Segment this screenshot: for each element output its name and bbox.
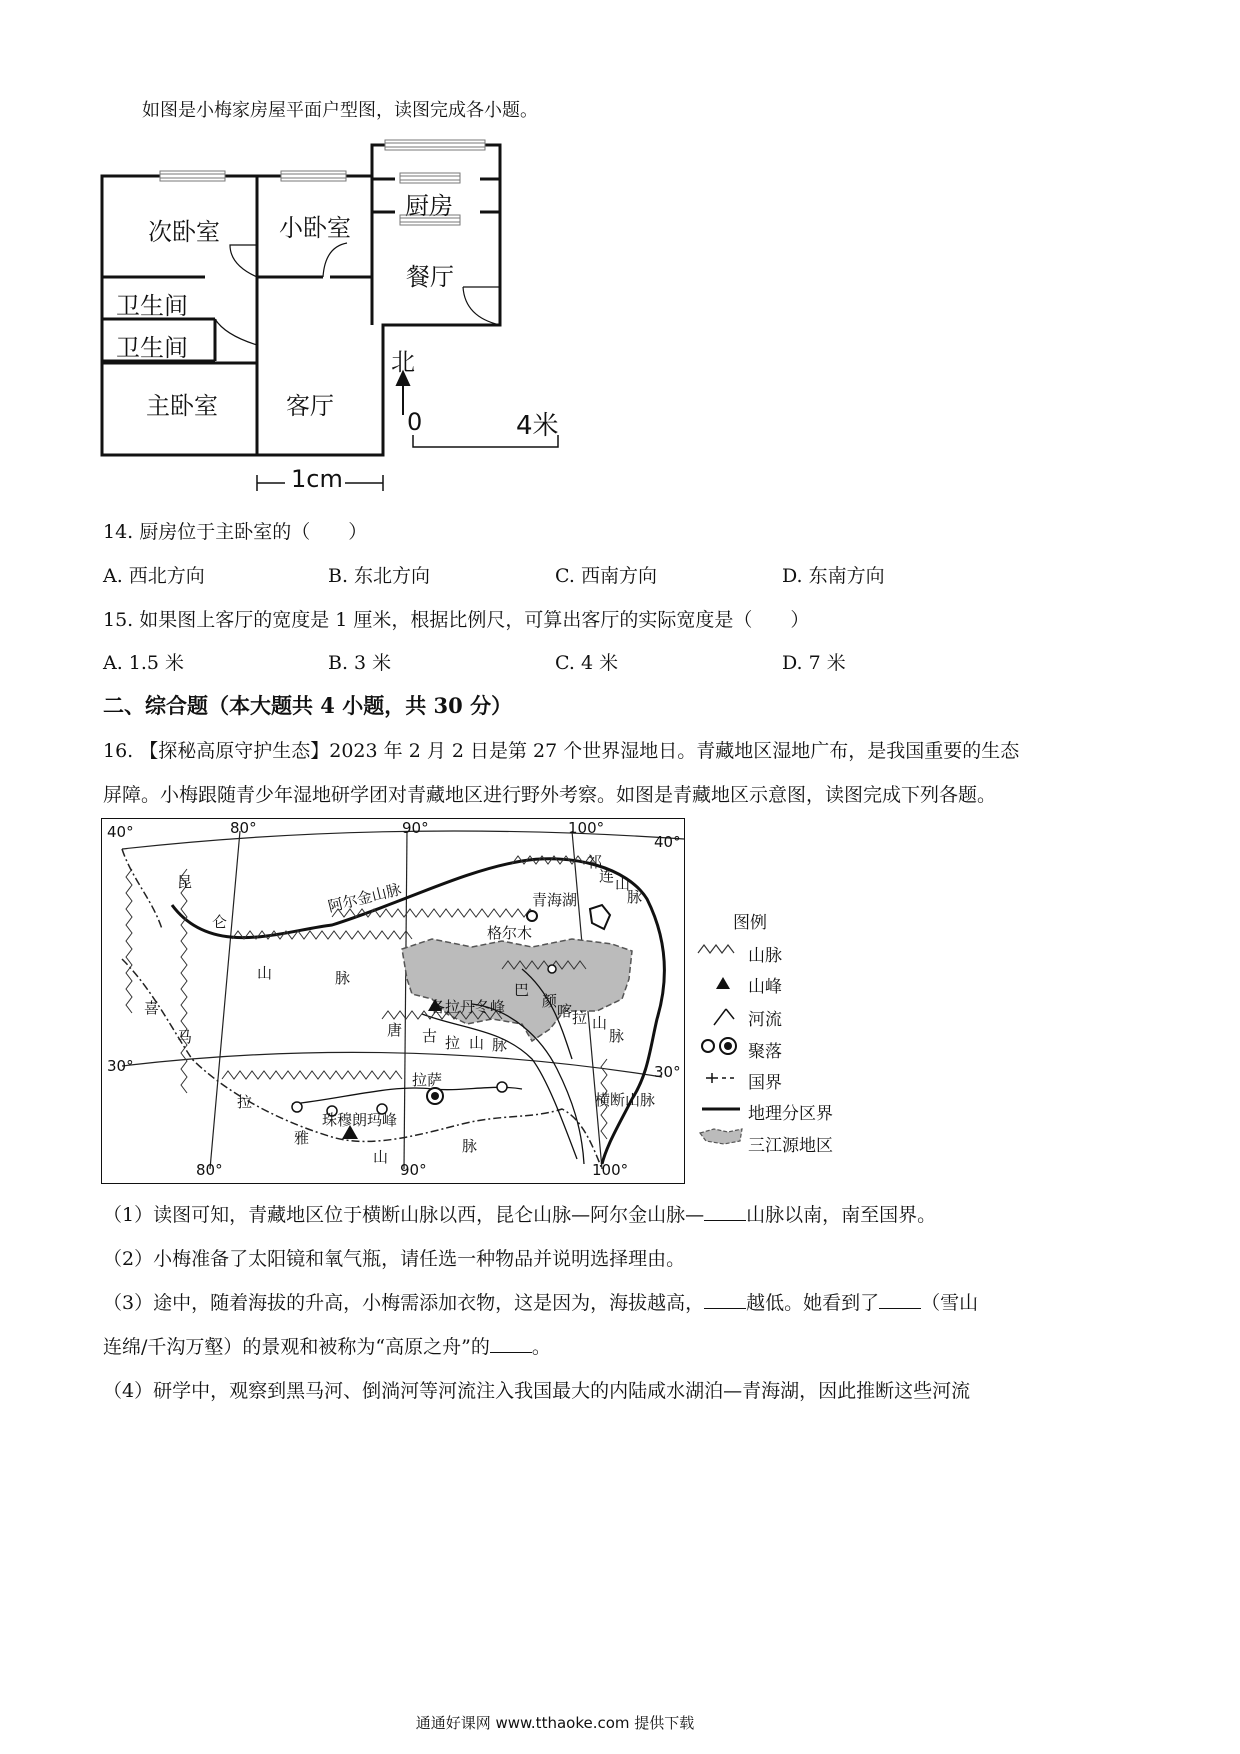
label-ka: 喀 <box>557 1002 573 1020</box>
q16-line-2: 屏障。小梅跟随青少年湿地研学团对青藏地区进行野外考察。如图是青藏地区示意图，读图完成下列各题。 <box>103 784 997 806</box>
q16-sub1-text-b: 山脉以南，南至国界。 <box>746 1204 937 1226</box>
label-qi: 祁 <box>587 853 603 871</box>
label-yan: 颜 <box>542 992 558 1010</box>
label-gu: 古 <box>422 1027 438 1045</box>
label-qinghai-lake: 青海湖 <box>532 891 578 909</box>
q16-sub3-blank-2[interactable] <box>879 1307 921 1309</box>
label-bayan-la: 拉 <box>572 1009 588 1027</box>
q15-option-a[interactable]: A. 1.5 米 <box>103 652 185 674</box>
q16-line-1: 16. 【探秘高原守护生态】2023 年 2 月 2 日是第 27 个世界湿地日。青藏地区湿地广布，是我国重要的生态 <box>103 740 1020 762</box>
q16-sub3-cont <box>103 1332 551 1359</box>
room-bathroom-2: 卫生间 <box>116 334 188 362</box>
label-hengduan: 横断山脉 <box>595 1091 656 1109</box>
lon-90-bottom: 90° <box>400 1161 427 1179</box>
q14-option-b[interactable]: B. 东北方向 <box>328 565 431 587</box>
lat-40-right: 40° <box>654 833 681 851</box>
label-kun: 昆 <box>177 873 193 891</box>
q16-sub3-text-d: 连绵/千沟万壑）的景观和被称为“高原之舟”的 <box>103 1336 490 1358</box>
q15-option-b[interactable]: B. 3 米 <box>328 652 392 674</box>
label-qilian-shan: 山 <box>615 875 631 893</box>
q15-option-c[interactable]: C. 4 米 <box>555 652 619 674</box>
section-heading: 二、综合题（本大题共 4 小题，共 30 分） <box>103 693 513 718</box>
q16-sub3-blank-3[interactable] <box>490 1351 532 1353</box>
label-lian: 连 <box>599 867 615 885</box>
scale-zero: 0 <box>407 408 423 436</box>
label-la-2: 拉 <box>445 1034 461 1052</box>
lat-40-left: 40° <box>107 823 134 841</box>
label-geladandong: 各拉丹冬峰 <box>430 998 506 1016</box>
q16-sub2: （2）小梅准备了太阳镜和氧气瓶，请任选一种物品并说明选择理由。 <box>103 1248 686 1270</box>
legend-title: 图例 <box>733 913 767 933</box>
q16-sub3-text-a: （3）途中，随着海拔的升高，小梅需添加衣物，这是因为，海拔越高， <box>103 1292 705 1314</box>
label-lun: 仑 <box>212 913 228 931</box>
page-footer: 通通好课网 www.tthaoke.com 提供下载 <box>415 1714 695 1732</box>
label-mai-3: 脉 <box>462 1137 478 1155</box>
room-master-bedroom: 主卧室 <box>146 392 218 420</box>
intro-text: 如图是小梅家房屋平面户型图，读图完成各小题。 <box>142 100 538 121</box>
lon-80-top: 80° <box>230 819 257 837</box>
room-living-room: 客厅 <box>286 392 334 420</box>
lat-30-left: 30° <box>107 1057 134 1075</box>
lon-100-top: 100° <box>568 819 605 837</box>
q16-sub3-text-c: （雪山 <box>921 1292 979 1314</box>
q16-sub1 <box>103 1200 936 1227</box>
scale-end: 4米 <box>516 411 559 441</box>
lon-100-bottom: 100° <box>592 1161 629 1179</box>
label-la-3: 拉 <box>237 1093 253 1111</box>
room-dining: 餐厅 <box>406 263 454 291</box>
label-golmud: 格尔木 <box>487 924 533 942</box>
room-small-bedroom: 小卧室 <box>279 214 351 242</box>
label-bayan-mai: 脉 <box>609 1027 625 1045</box>
legend-sanjiangyuan: 三江源地区 <box>748 1136 833 1156</box>
label-mai-1: 脉 <box>335 969 351 987</box>
label-tang: 唐 <box>387 1021 403 1039</box>
label-shan-3: 山 <box>373 1148 389 1166</box>
q14-stem: 14. 厨房位于主卧室的（ ） <box>103 521 368 543</box>
label-lhasa: 拉萨 <box>412 1071 443 1089</box>
label-xi: 喜 <box>144 999 160 1017</box>
label-ma: 马 <box>177 1028 193 1046</box>
q14-option-a[interactable]: A. 西北方向 <box>103 565 205 587</box>
qinghai-tibet-map <box>101 818 685 1184</box>
q15-option-d[interactable]: D. 7 米 <box>782 652 846 674</box>
legend-border: 国界 <box>748 1073 782 1093</box>
label-mai-2: 脉 <box>492 1036 508 1054</box>
lon-80-bottom: 80° <box>196 1161 223 1179</box>
legend-symbols <box>696 935 746 1145</box>
q16-sub1-text-a: （1）读图可知，青藏地区位于横断山脉以西，昆仑山脉—阿尔金山脉— <box>103 1204 705 1226</box>
room-second-bedroom: 次卧室 <box>148 218 220 246</box>
legend-settlement: 聚落 <box>748 1042 782 1062</box>
label-ba: 巴 <box>514 981 530 999</box>
q16-sub3-text-b: 越低。她看到了 <box>746 1292 880 1314</box>
ruler-label: 1cm <box>291 465 343 493</box>
q16-sub3-blank-1[interactable] <box>704 1307 746 1309</box>
lon-90-top: 90° <box>402 819 429 837</box>
q16-sub1-blank[interactable] <box>704 1219 746 1221</box>
label-qilian-mai: 脉 <box>627 888 643 906</box>
room-kitchen: 厨房 <box>405 192 453 220</box>
q16-sub3 <box>103 1288 978 1315</box>
room-bathroom-1: 卫生间 <box>116 292 188 320</box>
q16-sub4: （4）研学中，观察到黑马河、倒淌河等河流注入我国最大的内陆咸水湖泊—青海湖，因此推断这些河流 <box>103 1380 971 1402</box>
lat-30-right: 30° <box>654 1063 681 1081</box>
q14-option-c[interactable]: C. 西南方向 <box>555 565 657 587</box>
label-bayan-shan: 山 <box>592 1014 608 1032</box>
legend-peak: 山峰 <box>748 977 782 997</box>
legend-river: 河流 <box>748 1010 782 1030</box>
label-altun: 阿尔金山脉 <box>326 880 404 916</box>
label-shan-2: 山 <box>469 1034 485 1052</box>
north-label: 北 <box>391 348 415 376</box>
label-shan-1: 山 <box>257 964 273 982</box>
q14-option-d[interactable]: D. 东南方向 <box>782 565 885 587</box>
q16-sub3-text-e: 。 <box>531 1336 551 1358</box>
label-ya: 雅 <box>294 1129 310 1147</box>
legend-mountain-range: 山脉 <box>748 946 782 966</box>
legend-region-boundary: 地理分区界 <box>748 1104 833 1124</box>
q15-stem: 15. 如果图上客厅的宽度是 1 厘米，根据比例尺，可算出客厅的实际宽度是（ ） <box>103 609 810 631</box>
label-everest: 珠穆朗玛峰 <box>322 1111 398 1129</box>
